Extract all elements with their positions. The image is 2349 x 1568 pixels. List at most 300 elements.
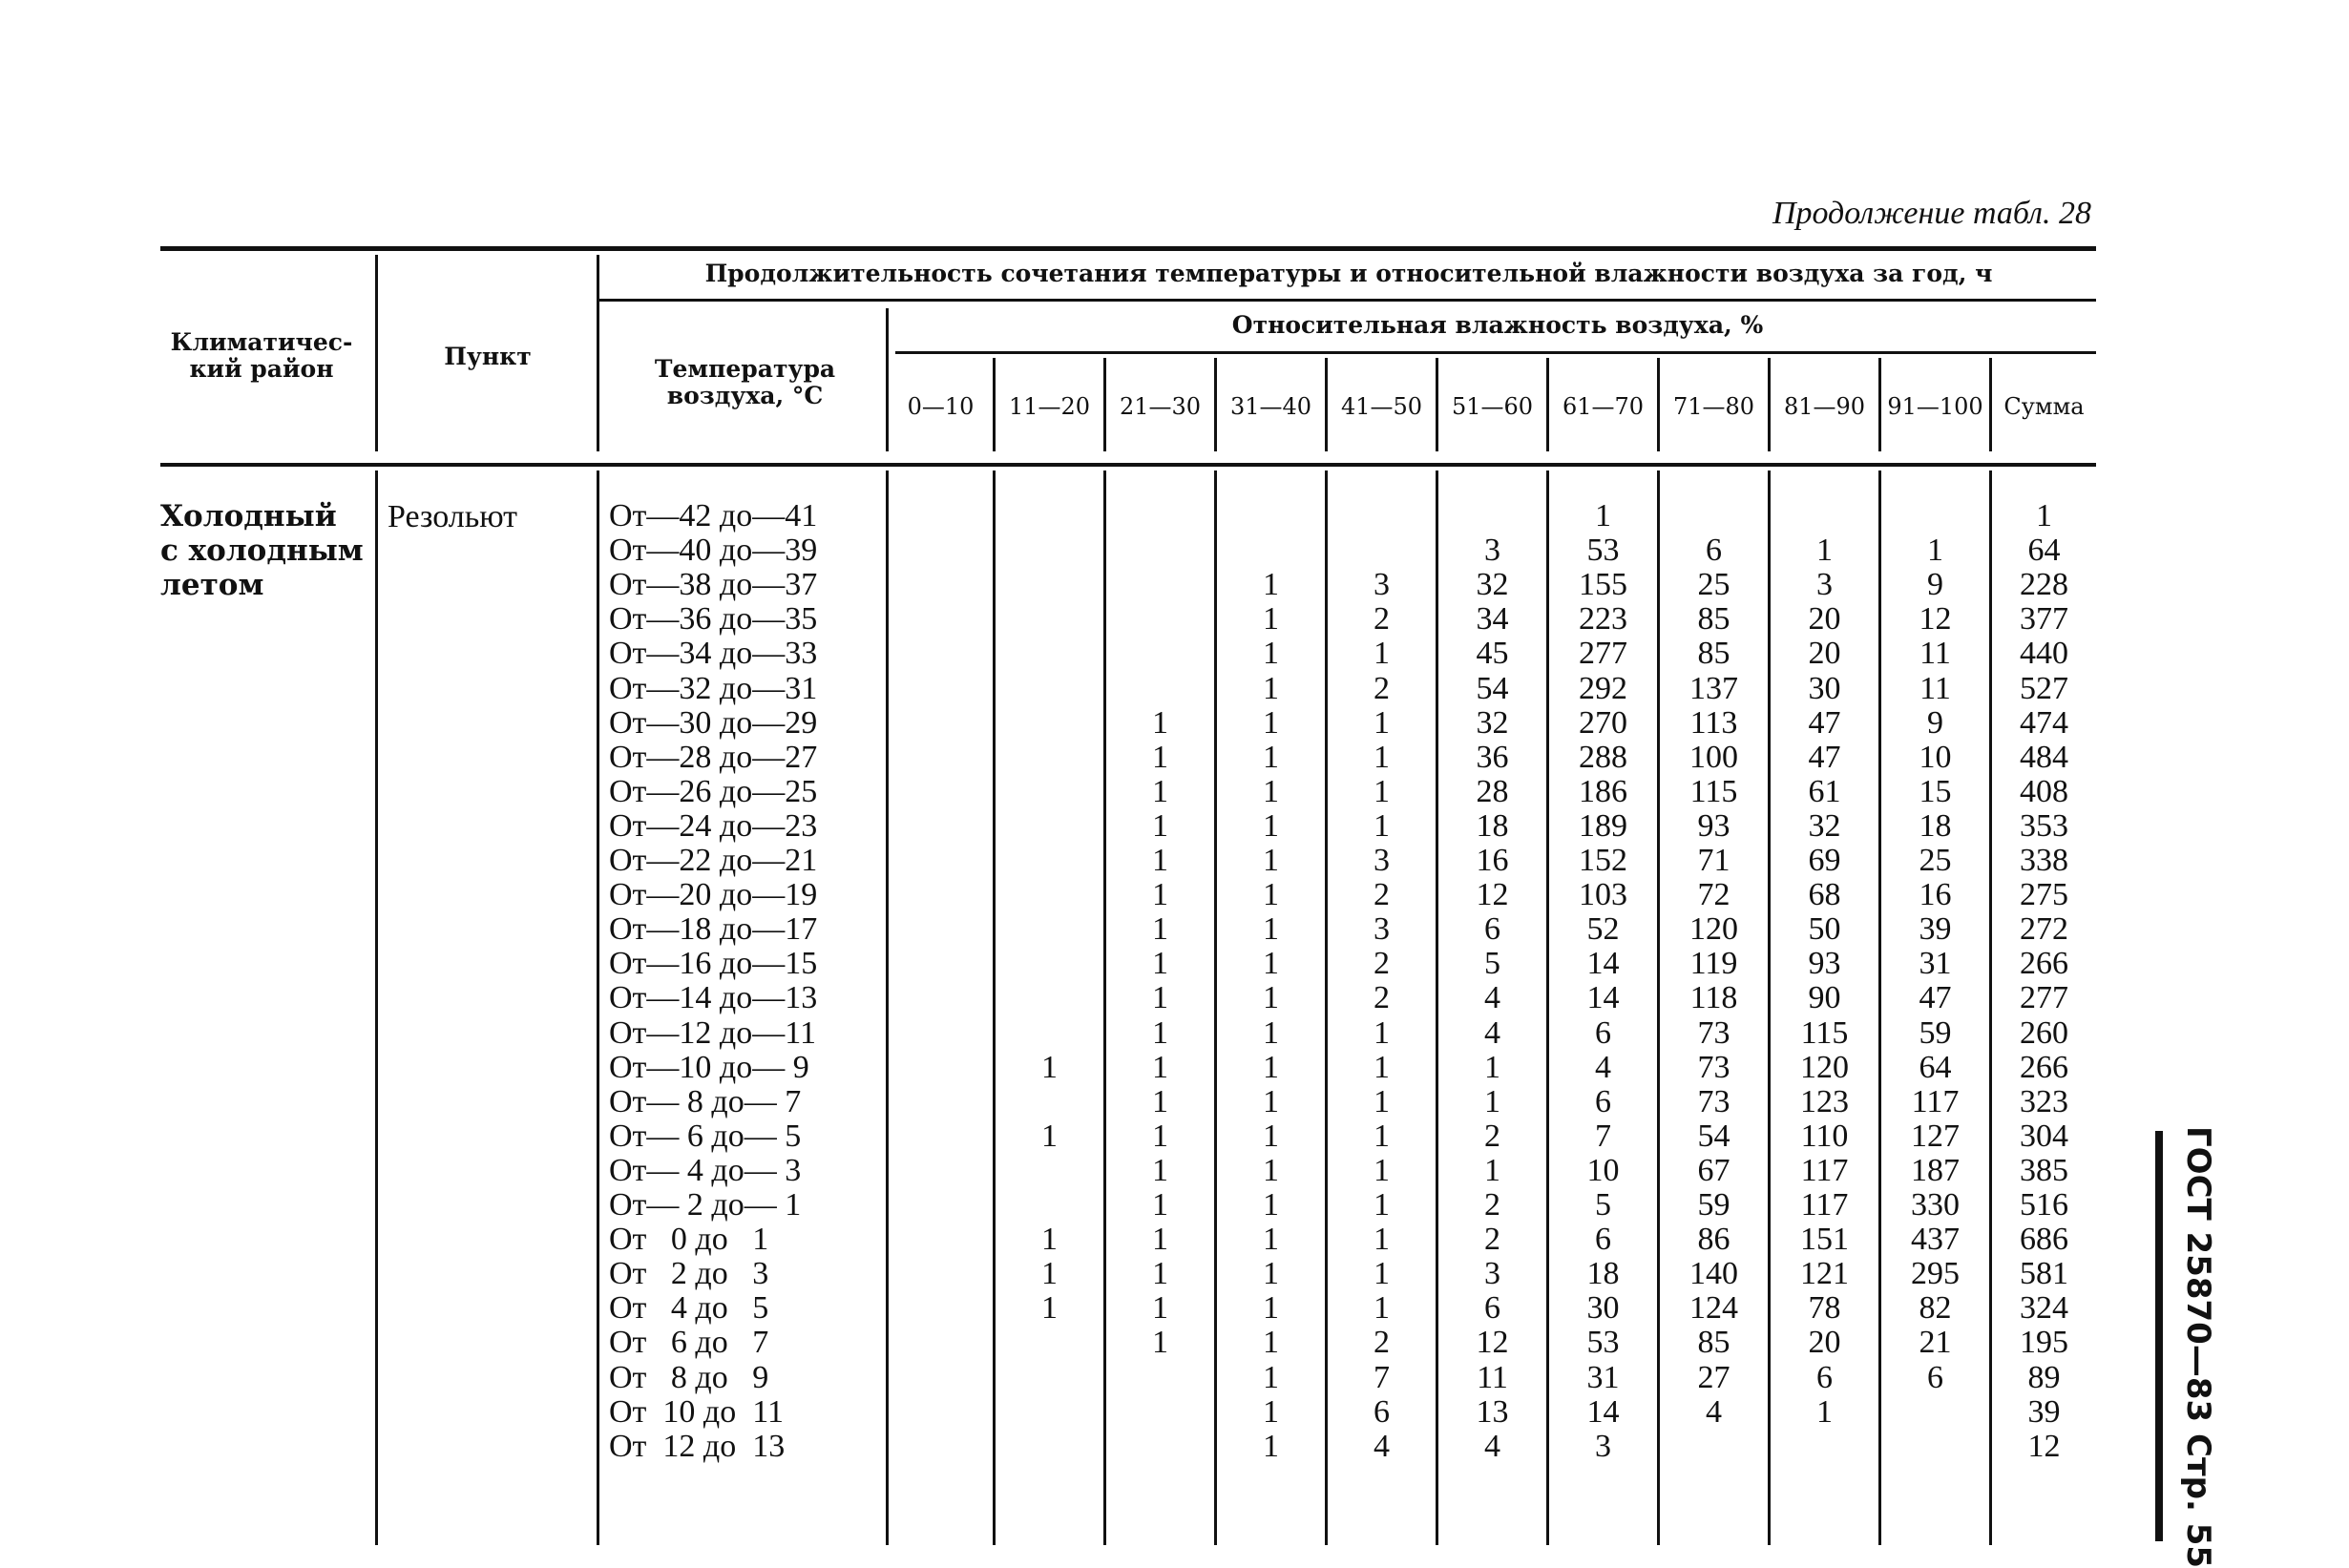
hours-cell: 6 xyxy=(1595,1222,1611,1258)
hours-cell: 3 xyxy=(1816,567,1833,603)
hours-cell: 1 xyxy=(1484,1152,1500,1188)
hours-cell: 67 xyxy=(1697,1152,1730,1188)
hours-cell: 1 xyxy=(1152,1222,1168,1258)
table-row xyxy=(160,1016,2096,1051)
hours-cell: 113 xyxy=(1689,704,1738,741)
hours-cell: 36 xyxy=(1476,739,1509,775)
hours-cell: 1 xyxy=(1263,1118,1279,1154)
hours-cell: 1 xyxy=(1152,843,1168,878)
hours-cell: 277 xyxy=(1579,636,1627,672)
sum-cell: 338 xyxy=(2020,843,2068,878)
hours-cell: 47 xyxy=(1919,980,1952,1016)
hours-cell: 1 xyxy=(1263,877,1279,913)
table-row xyxy=(160,1326,2096,1360)
hours-cell: 31 xyxy=(1919,946,1952,982)
hours-cell: 187 xyxy=(1911,1152,1960,1188)
hours-cell: 1 xyxy=(1484,1083,1500,1119)
hours-cell: 115 xyxy=(1689,773,1738,809)
temperature-range: От—40 до—39 xyxy=(609,533,818,569)
divider-temp xyxy=(886,308,889,451)
hours-cell: 6 xyxy=(1484,911,1500,948)
hours-cell: 50 xyxy=(1808,911,1841,948)
table-row xyxy=(160,706,2096,741)
hours-cell: 93 xyxy=(1697,807,1730,844)
hours-cell: 117 xyxy=(1911,1083,1960,1119)
sum-cell: 12 xyxy=(2027,1428,2061,1464)
hours-cell: 1 xyxy=(1374,807,1390,844)
hours-cell: 1 xyxy=(1263,807,1279,844)
hours-cell: 1 xyxy=(1263,946,1279,982)
hours-cell: 117 xyxy=(1800,1152,1849,1188)
hours-cell: 140 xyxy=(1689,1256,1738,1292)
hours-cell: 1 xyxy=(1263,1083,1279,1119)
hours-cell: 2 xyxy=(1374,877,1390,913)
hours-cell: 4 xyxy=(1374,1428,1390,1464)
hours-cell: 223 xyxy=(1579,601,1627,638)
hours-cell: 73 xyxy=(1697,1083,1730,1119)
hours-cell: 1 xyxy=(1374,1222,1390,1258)
temperature-range: От—18 до—17 xyxy=(609,911,818,948)
hours-cell: 21 xyxy=(1919,1325,1952,1361)
hours-cell: 6 xyxy=(1595,1083,1611,1119)
hours-cell: 72 xyxy=(1697,877,1730,913)
hours-cell: 6 xyxy=(1374,1393,1390,1430)
hours-cell: 12 xyxy=(1919,601,1952,638)
column-header-11-20: 11—20 xyxy=(1008,393,1091,420)
column-header-81-90: 81—90 xyxy=(1783,393,1866,420)
hours-cell: 7 xyxy=(1374,1359,1390,1395)
sum-cell: 272 xyxy=(2020,911,2068,948)
hours-cell: 85 xyxy=(1697,636,1730,672)
region-line: летом xyxy=(160,568,264,602)
table-row xyxy=(160,637,2096,671)
temperature-range: От—20 до—19 xyxy=(609,877,818,913)
hours-cell: 59 xyxy=(1919,1014,1952,1051)
sum-cell: 266 xyxy=(2020,1049,2068,1085)
hours-cell: 20 xyxy=(1808,1325,1841,1361)
hours-cell: 1 xyxy=(1263,843,1279,878)
hours-cell: 1 xyxy=(1263,601,1279,638)
table-row xyxy=(160,1257,2096,1291)
hours-cell: 45 xyxy=(1476,636,1509,672)
column-header-71-80: 71—80 xyxy=(1672,393,1755,420)
hours-cell: 14 xyxy=(1586,946,1620,982)
hours-cell: 330 xyxy=(1911,1187,1960,1223)
temperature-range: От—30 до—29 xyxy=(609,704,818,741)
hours-cell: 1 xyxy=(1152,704,1168,741)
divider-point xyxy=(597,255,599,451)
hours-cell: 4 xyxy=(1595,1049,1611,1085)
sum-cell: 440 xyxy=(2020,636,2068,672)
hours-cell: 4 xyxy=(1484,980,1500,1016)
hours-cell: 119 xyxy=(1689,946,1738,982)
hours-cell: 151 xyxy=(1800,1222,1849,1258)
column-header-41-50: 41—50 xyxy=(1340,393,1423,420)
sum-cell: 353 xyxy=(2020,807,2068,844)
hours-cell: 10 xyxy=(1586,1152,1620,1188)
hours-cell: 32 xyxy=(1476,567,1509,603)
sum-cell: 484 xyxy=(2020,739,2068,775)
table-row xyxy=(160,1223,2096,1257)
hours-cell: 18 xyxy=(1586,1256,1620,1292)
hours-cell: 1 xyxy=(1263,1359,1279,1395)
hours-cell: 1 xyxy=(1816,1393,1833,1430)
hours-cell: 1 xyxy=(1263,1187,1279,1223)
column-header-51-60: 51—60 xyxy=(1451,393,1534,420)
hours-cell: 28 xyxy=(1476,773,1509,809)
hours-cell: 73 xyxy=(1697,1014,1730,1051)
header-bottom-rule xyxy=(160,463,2096,467)
hours-cell: 1 xyxy=(1816,533,1833,569)
sum-cell: 324 xyxy=(2020,1290,2068,1327)
hours-cell: 155 xyxy=(1579,567,1627,603)
hours-cell: 3 xyxy=(1374,567,1390,603)
hours-cell: 2 xyxy=(1374,1325,1390,1361)
hours-cell: 3 xyxy=(1484,533,1500,569)
hours-cell: 3 xyxy=(1484,1256,1500,1292)
hours-cell: 6 xyxy=(1927,1359,1943,1395)
hours-cell: 3 xyxy=(1374,843,1390,878)
temperature-range: От— 4 до— 3 xyxy=(609,1152,802,1188)
hours-cell: 1 xyxy=(1263,704,1279,741)
hours-cell: 1 xyxy=(1263,773,1279,809)
hours-cell: 4 xyxy=(1484,1428,1500,1464)
hours-cell: 1 xyxy=(1152,946,1168,982)
hours-cell: 152 xyxy=(1579,843,1627,878)
temperature-range: От—26 до—25 xyxy=(609,773,818,809)
hours-cell: 1 xyxy=(1152,1325,1168,1361)
header-point: Пункт xyxy=(444,343,532,370)
hours-cell: 1 xyxy=(1263,980,1279,1016)
hours-cell: 1 xyxy=(1374,1118,1390,1154)
hours-cell: 292 xyxy=(1579,670,1627,706)
table-row xyxy=(160,1051,2096,1085)
hours-cell: 1 xyxy=(1152,1187,1168,1223)
hours-cell: 16 xyxy=(1919,877,1952,913)
hours-cell: 5 xyxy=(1484,946,1500,982)
table-row xyxy=(160,947,2096,981)
hours-cell: 1 xyxy=(1374,1152,1390,1188)
hours-cell: 69 xyxy=(1808,843,1841,878)
hours-cell: 117 xyxy=(1800,1187,1849,1223)
region-line: с холодным xyxy=(160,533,364,568)
hours-cell: 25 xyxy=(1919,843,1952,878)
hours-cell: 78 xyxy=(1808,1290,1841,1327)
hours-cell: 82 xyxy=(1919,1290,1952,1327)
hours-cell: 1 xyxy=(1263,1049,1279,1085)
hours-cell: 1 xyxy=(1152,1083,1168,1119)
hours-cell: 1 xyxy=(1041,1118,1058,1154)
temperature-range: От 2 до 3 xyxy=(609,1256,769,1292)
point-name: Резольют xyxy=(388,499,518,534)
hours-cell: 1 xyxy=(1152,739,1168,775)
temperature-range: От 10 до 11 xyxy=(609,1393,784,1430)
sum-cell: 686 xyxy=(2020,1222,2068,1258)
temperature-range: От 6 до 7 xyxy=(609,1325,769,1361)
hours-cell: 25 xyxy=(1697,567,1730,603)
table-row xyxy=(160,775,2096,809)
table-row xyxy=(160,844,2096,878)
temperature-range: От—32 до—31 xyxy=(609,670,818,706)
hours-cell: 1 xyxy=(1152,1014,1168,1051)
table-row xyxy=(160,602,2096,637)
hours-cell: 34 xyxy=(1476,601,1509,638)
hours-cell: 1 xyxy=(1152,980,1168,1016)
main-header-rule xyxy=(599,299,2096,302)
hours-cell: 1 xyxy=(1263,567,1279,603)
sum-cell: 516 xyxy=(2020,1187,2068,1223)
temperature-range: От—28 до—27 xyxy=(609,739,818,775)
hours-cell: 1 xyxy=(1374,1187,1390,1223)
hours-cell: 54 xyxy=(1697,1118,1730,1154)
hours-cell: 2 xyxy=(1484,1187,1500,1223)
humidity-header-rule xyxy=(895,351,2096,354)
temperature-range: От— 8 до— 7 xyxy=(609,1083,802,1119)
hours-cell: 1 xyxy=(1374,1014,1390,1051)
sum-cell: 275 xyxy=(2020,877,2068,913)
hours-cell: 71 xyxy=(1697,843,1730,878)
column-header-sum: Сумма xyxy=(2003,393,2085,420)
hours-cell: 2 xyxy=(1374,601,1390,638)
hours-cell: 1 xyxy=(1152,911,1168,948)
hours-cell: 1 xyxy=(1263,739,1279,775)
temperature-range: От—24 до—23 xyxy=(609,807,818,844)
hours-cell: 1 xyxy=(1152,1290,1168,1327)
hours-cell: 1 xyxy=(1152,1152,1168,1188)
hours-cell: 1 xyxy=(1152,807,1168,844)
hours-cell: 20 xyxy=(1808,601,1841,638)
sum-cell: 195 xyxy=(2020,1325,2068,1361)
hours-cell: 1 xyxy=(1263,670,1279,706)
hours-cell: 15 xyxy=(1919,773,1952,809)
hours-cell: 31 xyxy=(1586,1359,1620,1395)
header-humidity: Относительная влажность воздуха, % xyxy=(1231,311,1764,339)
hours-cell: 9 xyxy=(1927,704,1943,741)
hours-cell: 18 xyxy=(1476,807,1509,844)
sum-cell: 277 xyxy=(2020,980,2068,1016)
hours-cell: 90 xyxy=(1808,980,1841,1016)
table-row xyxy=(160,1154,2096,1188)
hours-cell: 6 xyxy=(1816,1359,1833,1395)
hours-cell: 16 xyxy=(1476,843,1509,878)
hours-cell: 100 xyxy=(1689,739,1738,775)
table-row xyxy=(160,1291,2096,1326)
column-header-61-70: 61—70 xyxy=(1562,393,1645,420)
sum-cell: 64 xyxy=(2027,533,2061,569)
hours-cell: 12 xyxy=(1476,877,1509,913)
hours-cell: 1 xyxy=(1152,1256,1168,1292)
table-row xyxy=(160,1085,2096,1119)
hours-cell: 11 xyxy=(1919,636,1951,672)
hours-cell: 11 xyxy=(1919,670,1951,706)
hours-cell: 121 xyxy=(1800,1256,1849,1292)
hours-cell: 1 xyxy=(1263,1222,1279,1258)
hours-cell: 124 xyxy=(1689,1290,1738,1327)
hours-cell: 30 xyxy=(1586,1290,1620,1327)
sum-cell: 385 xyxy=(2020,1152,2068,1188)
hours-cell: 30 xyxy=(1808,670,1841,706)
hours-cell: 4 xyxy=(1484,1014,1500,1051)
hours-cell: 14 xyxy=(1586,980,1620,1016)
sum-cell: 1 xyxy=(2036,498,2052,533)
table-row xyxy=(160,741,2096,775)
temperature-range: От 0 до 1 xyxy=(609,1222,769,1258)
continuation-label: Продолжение табл. 28 xyxy=(1772,196,2091,231)
sum-cell: 260 xyxy=(2020,1014,2068,1051)
hours-cell: 103 xyxy=(1579,877,1627,913)
temperature-range: От—42 до—41 xyxy=(609,498,818,533)
table-row xyxy=(160,809,2096,844)
hours-cell: 5 xyxy=(1595,1187,1611,1223)
temperature-range: От—36 до—35 xyxy=(609,601,818,638)
hours-cell: 53 xyxy=(1586,1325,1620,1361)
table-row xyxy=(160,1119,2096,1154)
hours-cell: 52 xyxy=(1586,911,1620,948)
hours-cell: 85 xyxy=(1697,1325,1730,1361)
hours-cell: 1 xyxy=(1374,636,1390,672)
hours-cell: 1 xyxy=(1263,1428,1279,1464)
hours-cell: 32 xyxy=(1808,807,1841,844)
temperature-range: От 12 до 13 xyxy=(609,1428,786,1464)
side-label: ГОСТ 25870—83 Стр. 55 xyxy=(2179,1126,2217,1568)
hours-cell: 59 xyxy=(1697,1187,1730,1223)
hours-cell: 1 xyxy=(1152,1118,1168,1154)
sum-cell: 377 xyxy=(2020,601,2068,638)
header-temperature: Температура воздуха, °С xyxy=(654,355,836,409)
table-row xyxy=(160,672,2096,706)
sum-cell: 323 xyxy=(2020,1083,2068,1119)
sum-cell: 39 xyxy=(2027,1393,2061,1430)
divider-region xyxy=(375,255,378,451)
sum-cell: 527 xyxy=(2020,670,2068,706)
sum-cell: 304 xyxy=(2020,1118,2068,1154)
hours-cell: 186 xyxy=(1579,773,1627,809)
sum-cell: 228 xyxy=(2020,567,2068,603)
hours-cell: 3 xyxy=(1374,911,1390,948)
hours-cell: 1 xyxy=(1263,911,1279,948)
temperature-range: От 8 до 9 xyxy=(609,1359,769,1395)
table-row xyxy=(160,1430,2096,1464)
hours-cell: 7 xyxy=(1595,1118,1611,1154)
hours-cell: 115 xyxy=(1800,1014,1849,1051)
hours-cell: 1 xyxy=(1374,1083,1390,1119)
hours-cell: 53 xyxy=(1586,533,1620,569)
data-table xyxy=(160,243,2096,1545)
hours-cell: 93 xyxy=(1808,946,1841,982)
hours-cell: 189 xyxy=(1579,807,1627,844)
hours-cell: 2 xyxy=(1374,980,1390,1016)
hours-cell: 1 xyxy=(1374,704,1390,741)
table-row xyxy=(160,912,2096,947)
sum-cell: 474 xyxy=(2020,704,2068,741)
hours-cell: 1 xyxy=(1263,1256,1279,1292)
sum-cell: 89 xyxy=(2027,1359,2061,1395)
hours-cell: 1 xyxy=(1263,1325,1279,1361)
hours-cell: 27 xyxy=(1697,1359,1730,1395)
hours-cell: 1 xyxy=(1927,533,1943,569)
hours-cell: 1 xyxy=(1041,1222,1058,1258)
top-rule xyxy=(160,246,2096,251)
sum-cell: 266 xyxy=(2020,946,2068,982)
table-row xyxy=(160,1188,2096,1223)
temperature-range: От—16 до—15 xyxy=(609,946,818,982)
temperature-range: От—38 до—37 xyxy=(609,567,818,603)
hours-cell: 118 xyxy=(1689,980,1738,1016)
table-row xyxy=(160,533,2096,568)
hours-cell: 2 xyxy=(1484,1118,1500,1154)
hours-cell: 437 xyxy=(1911,1222,1960,1258)
table-row xyxy=(160,499,2096,533)
hours-cell: 1 xyxy=(1263,636,1279,672)
column-header-21-30: 21—30 xyxy=(1119,393,1202,420)
hours-cell: 270 xyxy=(1579,704,1627,741)
hours-cell: 32 xyxy=(1476,704,1509,741)
hours-cell: 110 xyxy=(1800,1118,1849,1154)
table-row xyxy=(160,878,2096,912)
hours-cell: 137 xyxy=(1689,670,1738,706)
hours-cell: 47 xyxy=(1808,704,1841,741)
hours-cell: 9 xyxy=(1927,567,1943,603)
sum-cell: 408 xyxy=(2020,773,2068,809)
column-header-31-40: 31—40 xyxy=(1229,393,1312,420)
hours-cell: 18 xyxy=(1919,807,1952,844)
table-row xyxy=(160,1361,2096,1395)
hours-cell: 295 xyxy=(1911,1256,1960,1292)
sum-cell: 581 xyxy=(2020,1256,2068,1292)
hours-cell: 73 xyxy=(1697,1049,1730,1085)
temperature-range: От—14 до—13 xyxy=(609,980,818,1016)
table-row xyxy=(160,981,2096,1015)
hours-cell: 68 xyxy=(1808,877,1841,913)
table-row xyxy=(160,568,2096,602)
hours-cell: 14 xyxy=(1586,1393,1620,1430)
hours-cell: 1 xyxy=(1041,1290,1058,1327)
hours-cell: 11 xyxy=(1477,1359,1508,1395)
temperature-range: От— 6 до— 5 xyxy=(609,1118,802,1154)
hours-cell: 127 xyxy=(1911,1118,1960,1154)
hours-cell: 1 xyxy=(1041,1256,1058,1292)
hours-cell: 39 xyxy=(1919,911,1952,948)
hours-cell: 1 xyxy=(1152,773,1168,809)
hours-cell: 1 xyxy=(1484,1049,1500,1085)
hours-cell: 3 xyxy=(1595,1428,1611,1464)
hours-cell: 120 xyxy=(1800,1049,1849,1085)
hours-cell: 1 xyxy=(1263,1290,1279,1327)
hours-cell: 47 xyxy=(1808,739,1841,775)
header-main: Продолжительность сочетания температуры и относительной влажности воздуха за год, ч xyxy=(704,260,1993,287)
hours-cell: 1 xyxy=(1041,1049,1058,1085)
hours-cell: 1 xyxy=(1595,498,1611,533)
temperature-range: От—34 до—33 xyxy=(609,636,818,672)
hours-cell: 2 xyxy=(1484,1222,1500,1258)
hours-cell: 54 xyxy=(1476,670,1509,706)
column-header-0-10: 0—10 xyxy=(907,393,975,420)
temperature-range: От—10 до— 9 xyxy=(609,1049,809,1085)
hours-cell: 1 xyxy=(1263,1014,1279,1051)
hours-cell: 2 xyxy=(1374,946,1390,982)
hours-cell: 288 xyxy=(1579,739,1627,775)
hours-cell: 1 xyxy=(1152,1049,1168,1085)
hours-cell: 1 xyxy=(1152,877,1168,913)
column-header-91-100: 91—100 xyxy=(1887,393,1983,420)
hours-cell: 86 xyxy=(1697,1222,1730,1258)
temperature-range: От 4 до 5 xyxy=(609,1290,769,1327)
hours-cell: 1 xyxy=(1374,1256,1390,1292)
hours-cell: 64 xyxy=(1919,1049,1952,1085)
temperature-range: От— 2 до— 1 xyxy=(609,1187,802,1223)
hours-cell: 120 xyxy=(1689,911,1738,948)
hours-cell: 123 xyxy=(1800,1083,1849,1119)
